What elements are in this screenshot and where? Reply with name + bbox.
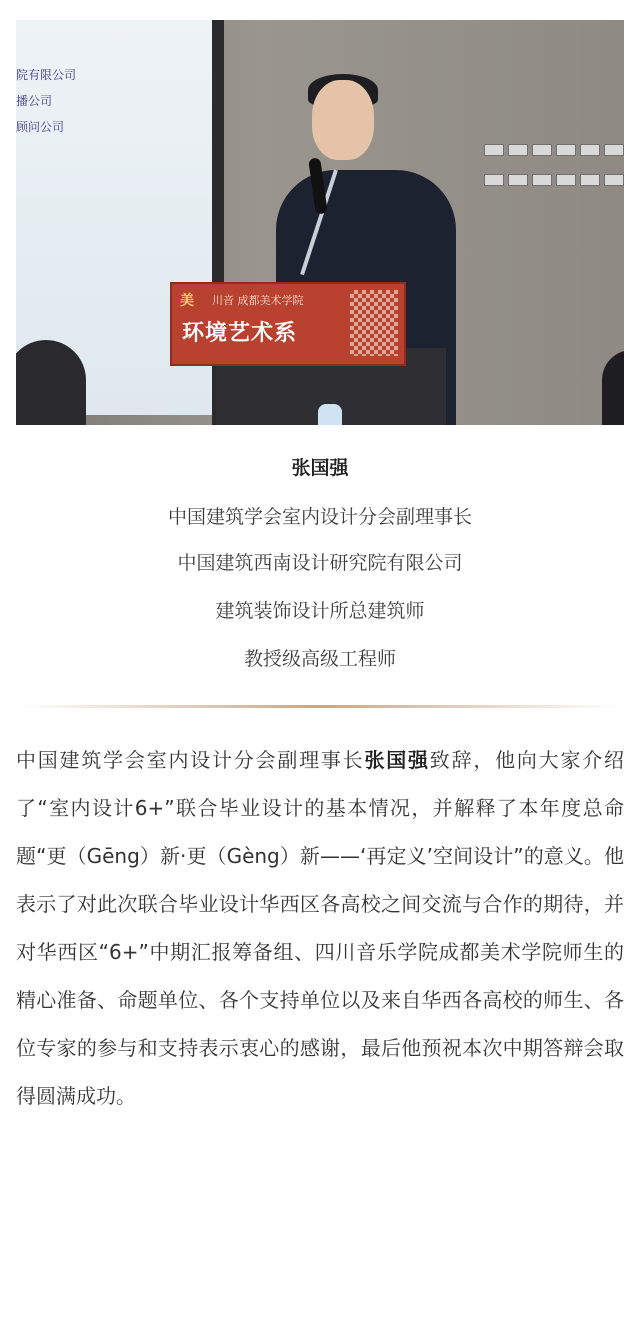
podium-school: 川音 成都美术学院 [212,294,304,307]
paragraph-prefix: 中国建筑学会室内设计分会副理事长 [16,748,365,772]
speaker-title-line: 教授级高级工程师 [243,648,396,670]
speaker-title-line: 建筑装饰设计所总建筑师 [215,600,425,622]
article-paragraph [16,736,624,1120]
screen-text-line: 院有限公司 [16,68,77,82]
water-bottle [318,404,342,425]
paragraph-name-bold: 张国强 [364,748,430,772]
section-divider [16,705,624,708]
speaker-title-line: 中国建筑西南设计研究院有限公司 [177,552,463,574]
speaker-photo [16,20,624,425]
speaker-head [312,80,374,160]
wall-vents [484,144,624,204]
podium-sign [170,282,406,366]
speaker-title-line: 中国建筑学会室内设计分会副理事长 [167,506,472,528]
podium-logo: 美 [180,293,194,309]
screen-text-line: 播公司 [16,94,53,108]
podium-pattern [350,290,398,356]
screen-text-line: 顾问公司 [16,120,65,134]
audience-head-left [16,340,86,425]
podium-title: 环境艺术系 [182,321,298,346]
paragraph-body: 致辞，他向大家介绍了“室内设计6+”联合毕业设计的基本情况，并解释了本年度总命题“更（Gēng）新·更（Gèng）新——‘再定义’空间设计”的意义。他表示了对此次联合毕业设计华西区各高校之间交流与合作的期待，并对华西区“6+”中期汇报筹备组、四川音乐学院成都美术学院师生的精心准备、命题单位、各个支持单位以及来自华西各高校的师生、各位专家的参与和支持表示衷心的感谢，最后他预祝本次中期答辩会取得圆满成功。 [16,748,625,1108]
speaker-name: 张国强 [291,457,349,479]
